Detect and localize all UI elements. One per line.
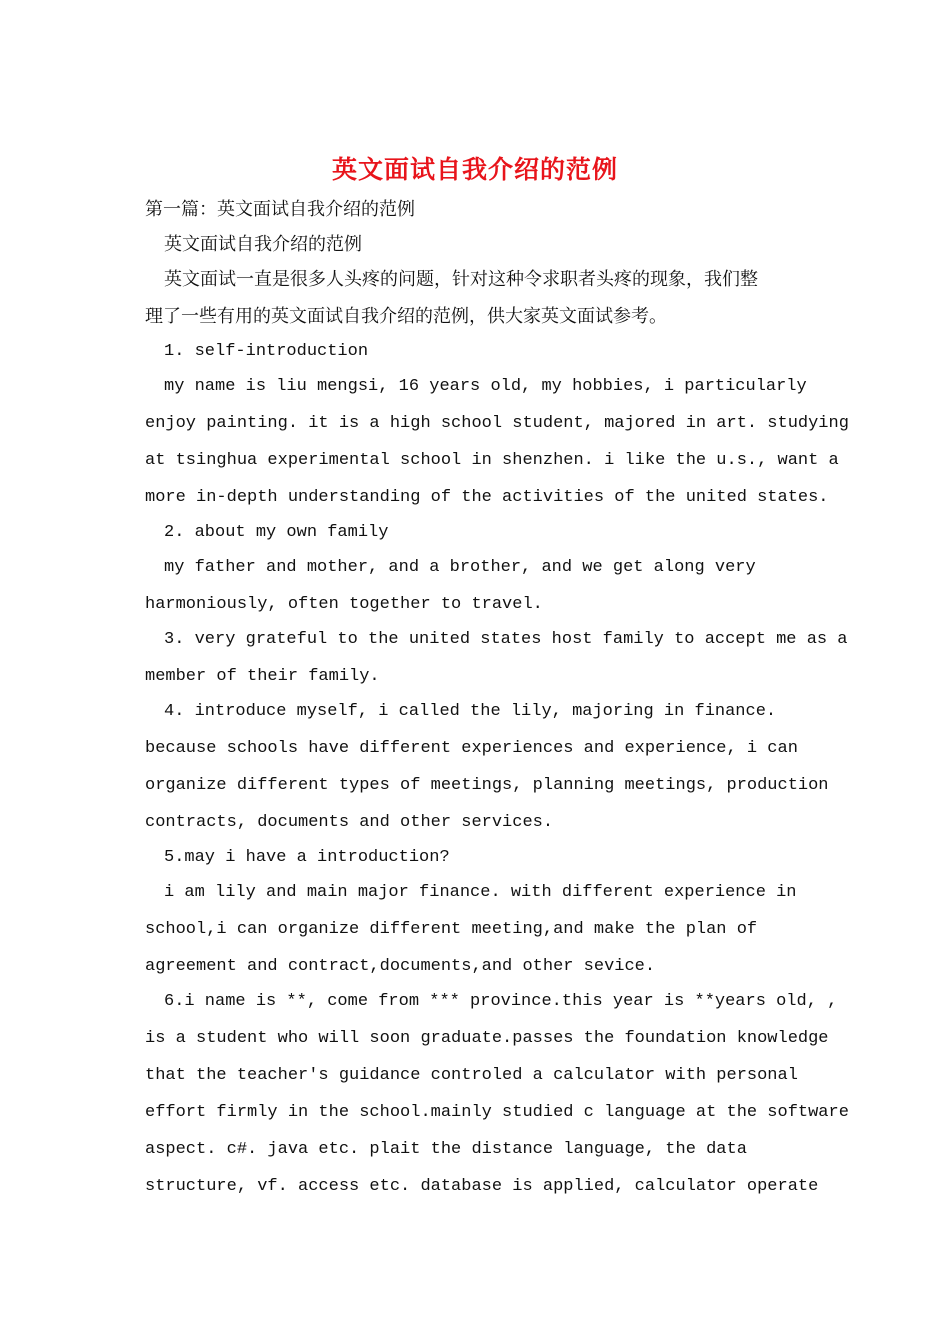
paragraph-line: agreement and contract,documents,and other sevice. xyxy=(145,957,656,976)
list-heading: 4. introduce myself, i called the lily, majoring in finance. xyxy=(164,702,777,721)
paragraph-line: that the teacher's guidance controled a calculator with personal xyxy=(145,1066,798,1085)
paragraph-line: is a student who will soon graduate.passes the foundation knowledge xyxy=(145,1029,829,1048)
list-heading: 3. very grateful to the united states host family to accept me as a xyxy=(164,630,848,649)
paragraph-line: more in-depth understanding of the activities of the united states. xyxy=(145,488,829,507)
paragraph-line: at tsinghua experimental school in shenzhen. i like the u.s., want a xyxy=(145,451,839,470)
paragraph-line: my father and mother, and a brother, and we get along very xyxy=(164,558,756,577)
paragraph-line: my name is liu mengsi, 16 years old, my hobbies, i particularly xyxy=(164,377,807,396)
paragraph-line: because schools have different experiences and experience, i can xyxy=(145,739,798,758)
paragraph-line: effort firmly in the school.mainly studied c language at the software xyxy=(145,1103,849,1122)
list-heading: 5.may i have a introduction? xyxy=(164,848,450,867)
list-heading: 2. about my own family xyxy=(164,523,389,542)
document-title: 英文面试自我介绍的范例 xyxy=(331,155,618,184)
list-heading: 1. self-introduction xyxy=(164,342,369,361)
paragraph-line: 理了一些有用的英文面试自我介绍的范例，供大家英文面试参考。 xyxy=(145,306,667,327)
paragraph-line: member of their family. xyxy=(145,667,380,686)
paragraph-line: aspect. c#. java etc. plait the distance language, the data xyxy=(145,1140,747,1159)
paragraph-line: 英文面试一直是很多人头疼的问题，针对这种令求职者头疼的现象，我们整 xyxy=(164,269,758,290)
paragraph-line: organize different types of meetings, planning meetings, production xyxy=(145,776,829,795)
paragraph-line: structure, vf. access etc. database is applied, calculator operate xyxy=(145,1177,819,1196)
paragraph-line: enjoy painting. it is a high school student, majored in art. studying xyxy=(145,414,849,433)
subheading: 英文面试自我介绍的范例 xyxy=(164,234,362,255)
paragraph-line: i am lily and main major finance. with different experience in xyxy=(164,883,797,902)
paragraph-line: harmoniously, often together to travel. xyxy=(145,595,543,614)
list-heading: 6.i name is **, come from *** province.this year is **years old, , xyxy=(164,992,838,1011)
section-heading: 第一篇：英文面试自我介绍的范例 xyxy=(145,199,415,220)
paragraph-line: contracts, documents and other services. xyxy=(145,813,554,832)
paragraph-line: school,i can organize different meeting,and make the plan of xyxy=(145,920,758,939)
